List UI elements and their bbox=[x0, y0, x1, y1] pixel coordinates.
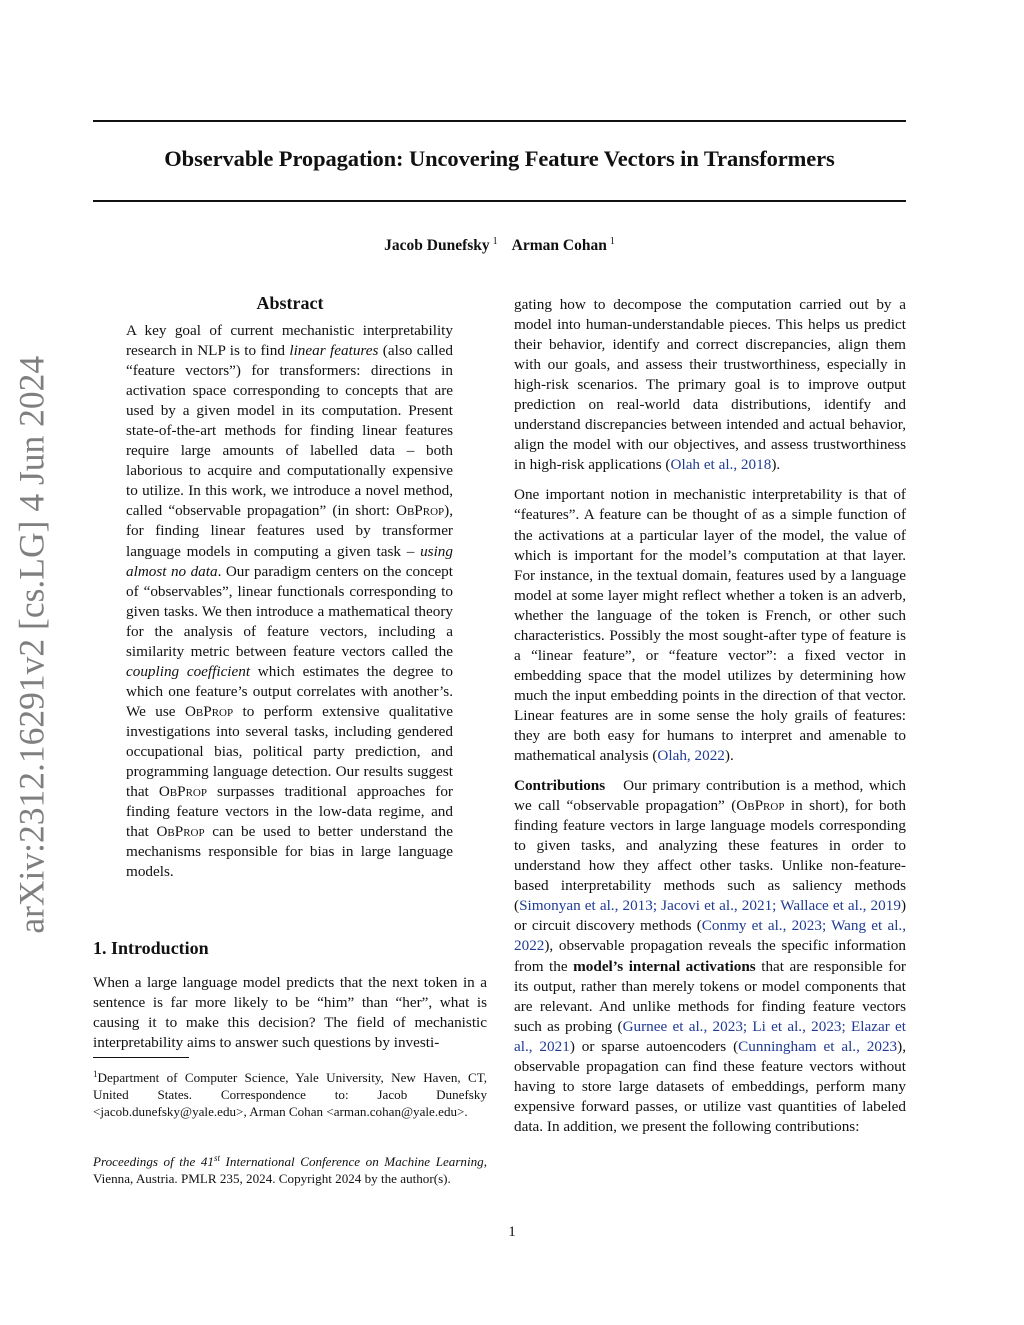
author-name: Arman Cohan bbox=[511, 237, 607, 254]
proceedings-note: Proceedings of the 41st International Conference on Machine Learning, Vienna, Austria. PMLR 235, 2024. Copyright 2024 by the author(s). bbox=[93, 1153, 487, 1186]
method-name: ObProp bbox=[736, 797, 785, 815]
author-list bbox=[93, 236, 906, 255]
citation-link[interactable]: Simonyan et al., 2013; Jacovi et al., 2021; Wallace et al., 2019 bbox=[519, 897, 901, 915]
introduction-paragraph: gating how to decompose the computation carried out by a model into human-understandable pieces. This helps us predict their behavior, identify and correct discrepancies, align them with our goals, and assess their trustworthiness, especially in high-risk scenarios. The primary goal is to improve output prediction on real-world data distributions, identify and understand discrepancies between intended and actual behavior, align the model with our objectives, and assess trustworthiness in high-risk applications (Olah et al., 2018). bbox=[514, 296, 906, 474]
right-column bbox=[514, 295, 906, 1137]
citation-link[interactable]: Olah et al., 2018 bbox=[670, 456, 772, 474]
author-affiliation-mark: 1 bbox=[492, 236, 498, 247]
page-number: 1 bbox=[508, 1224, 516, 1240]
section-heading-introduction: 1. Introduction bbox=[93, 938, 209, 958]
arxiv-identifier-stamp: arXiv:2312.16291v2 [cs.LG] 4 Jun 2024 bbox=[11, 355, 52, 934]
paper-title: Observable Propagation: Uncovering Feature Vectors in Transformers bbox=[164, 146, 835, 171]
abstract-body: A key goal of current mechanistic interpretability research in NLP is to find linear features (also called “feature vectors”) for transformers: directions in activation space corresponding to concepts that are used by a given model in its computation. Present state-of-the-art methods for finding linear features require large amounts of labelled data – both laborious to acquire and computationally expensive to utilize. In this work, we introduce a novel method, called “observable propagation” (in short: ObProp), for finding linear features used by transformer language models in computing a given task – using almost no data. Our paradigm centers on the concept of “observables”, linear functionals corresponding to given tasks. We then introduce a mathematical theory for the analysis of feature vectors, including a similarity metric between feature vectors called the coupling coefficient which estimates the degree to which one feature’s output correlates with another’s. We use ObProp to perform extensive qualitative investigations into several tasks, including gendered occupational bias, political party prediction, and programming language detection. Our results suggest that ObProp surpasses traditional approaches for finding feature vectors in the low-data regime, and that ObProp can be used to better understand the mechanisms responsible for bias in large language models. bbox=[126, 322, 454, 881]
title-bottom-rule bbox=[93, 200, 906, 202]
contributions-heading: Contributions bbox=[514, 777, 606, 795]
citation-link[interactable]: Olah, 2022 bbox=[657, 747, 725, 765]
contributions-paragraph: Contributions Our primary contribution is a method, which we call “observable propagation” (ObProp in short), for both finding feature vectors in large language models corresponding to given tasks, and analyzing these features in order to understand how they affect other tasks. Unlike non-feature-based interpretability methods such as saliency methods (Simonyan et al., 2013; Jacovi et al., 2021; Wallace et al., 2019) or circuit discovery methods (Conmy et al., 2023; Wang et al., 2022), observable propagation reveals the specific information from the model’s internal activations that are responsible for its output, rather than merely tokens or model components that are relevant. And unlike methods for finding feature vectors such as probing (Gurnee et al., 2023; Li et al., 2023; Elazar et al., 2021) or sparse autoencoders (Cunningham et al., 2023), observable propagation can find these feature vectors without having to store large datasets of embeddings, perform many expensive forward passes, or utilize vast quantities of labeled data. In addition, we present the following contributions: bbox=[514, 777, 907, 1135]
features-paragraph: One important notion in mechanistic interpretability is that of “features”. A feature can be thought of as a simple function of the activations at a particular layer of the model, the value of which is important for the model’s computation at that layer. For instance, in the textual domain, features used by a language model at some layer might reflect whether a token is an adverb, whether the language of the token is French, or other such characteristics. Possibly the most sought-after type of feature is a “linear feature”, or “feature vector”: a fixed vector in embedding space that the model utilizes by determining how much the input embedding points in the direction of that vector. Linear features are in some sense the holy grails of features: they are both easy for humans to interpret and amenable to mathematical analysis (Olah, 2022). bbox=[514, 486, 906, 765]
method-name: ObProp bbox=[395, 502, 445, 520]
affiliation-footnote: $^1$Department of Computer Science, Yale University, New Haven, CT, United States. Correspondence to: Jacob Dunefsky <jacob.dunefsky@yale.edu>, Arman Cohan <arman.cohan@yale.edu>. bbox=[93, 1069, 487, 1119]
citation-link[interactable]: Cunningham et al., 2023 bbox=[738, 1037, 898, 1055]
method-name: ObProp bbox=[158, 783, 207, 801]
author-name: Jacob Dunefsky bbox=[384, 237, 490, 254]
introduction-paragraph-start: When a large language model predicts that the next token in a sentence is far more likely to be “him” than “her”, what is causing it to make this decision? The field of mechanistic interpretability aims to answer such questions by investi- bbox=[93, 974, 487, 1052]
citation-link[interactable]: Gurnee et al., 2023; Li et al., 2023; Elazar et al., 2021 bbox=[514, 1017, 906, 1055]
method-name: ObProp bbox=[184, 702, 234, 720]
author-affiliation-mark: 1 bbox=[609, 236, 615, 247]
citation-link[interactable]: Conmy et al., 2023; Wang et al., 2022 bbox=[514, 917, 907, 955]
method-name: ObProp bbox=[156, 823, 205, 841]
top-rule bbox=[93, 120, 906, 122]
abstract-heading: Abstract bbox=[256, 293, 324, 313]
footnote-rule bbox=[93, 1057, 189, 1058]
